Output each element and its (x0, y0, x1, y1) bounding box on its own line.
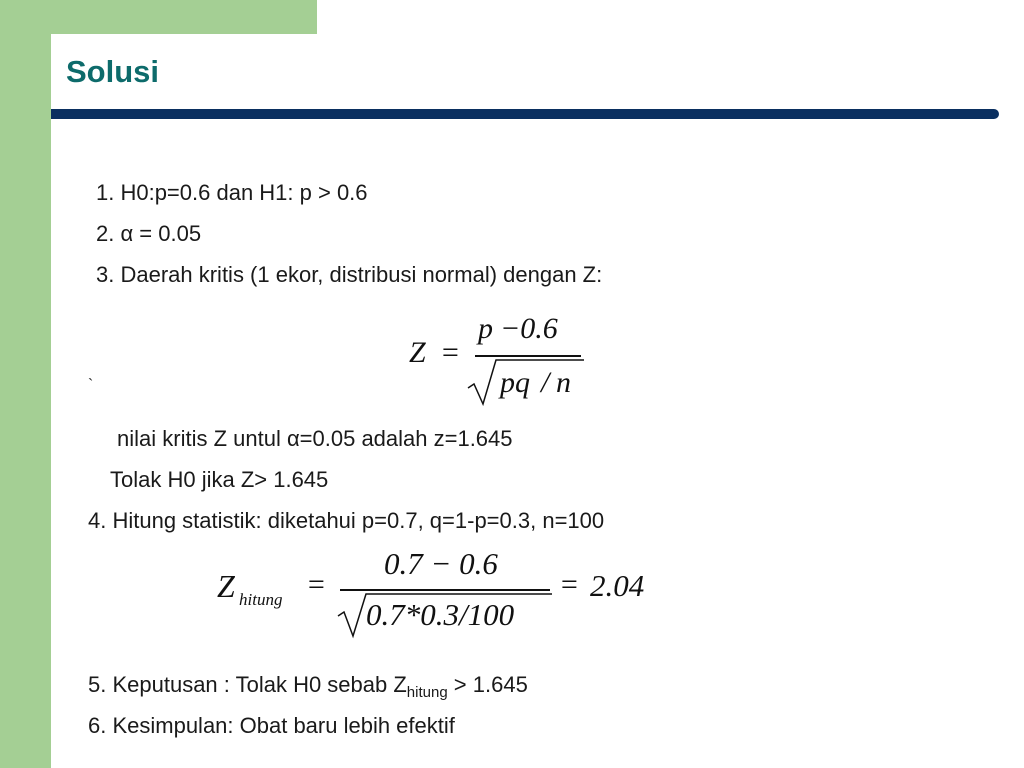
z-formula-numerator-rest: −0.6 (500, 312, 558, 345)
rejection-rule-text: Tolak H0 jika Z> 1.645 (110, 467, 329, 492)
z-formula-numerator-p: p (478, 312, 493, 345)
z-hitung-denominator: 0.7*0.3/100 (366, 597, 515, 632)
item-critical-region: 3. Daerah kritis (1 ekor, distribusi normal) dengan Z: (96, 262, 603, 287)
z-formula-denominator-n: n (556, 366, 571, 399)
item-conclusion: 6. Kesimpulan: Obat baru lebih efektif (88, 713, 455, 738)
z-formula-fraction-bar (475, 355, 581, 357)
green-sidebar-band (0, 0, 51, 768)
item-hypothesis: 1. H0:p=0.6 dan H1: p > 0.6 (96, 180, 368, 205)
z-hitung-numerator: 0.7 − 0.6 (384, 546, 498, 581)
green-top-band (0, 0, 317, 34)
item-decision (88, 672, 528, 701)
z-hitung-fraction-bar (340, 589, 550, 591)
z-formula-lhs: Z (409, 336, 426, 369)
title-rule (51, 109, 999, 119)
z-hitung-equals: = (306, 568, 327, 601)
item-compute-statistic: 4. Hitung statistik: diketahui p=0.7, q=1-p=0.3, n=100 (88, 508, 605, 533)
z-formula-denominator-pq: pq (500, 366, 530, 399)
critical-value-text: nilai kritis Z untul α=0.05 adalah z=1.645 (117, 426, 513, 451)
z-formula-denominator-slash: / (541, 366, 550, 399)
z-formula-equals: = (440, 336, 461, 369)
z-hitung-lhs: Z (217, 568, 235, 604)
decision-suffix: > 1.645 (447, 672, 528, 697)
item-alpha: 2. α = 0.05 (96, 221, 202, 246)
z-hitung-result-equals: = (559, 568, 580, 601)
backtick-mark: ` (88, 377, 94, 394)
decision-prefix: 5. Keputusan : Tolak H0 sebab Z (88, 672, 407, 697)
slide-title: Solusi (66, 54, 160, 89)
z-hitung-subscript: hitung (239, 590, 283, 609)
z-hitung-result: 2.04 (590, 568, 645, 603)
decision-subscript: hitung (406, 684, 448, 701)
